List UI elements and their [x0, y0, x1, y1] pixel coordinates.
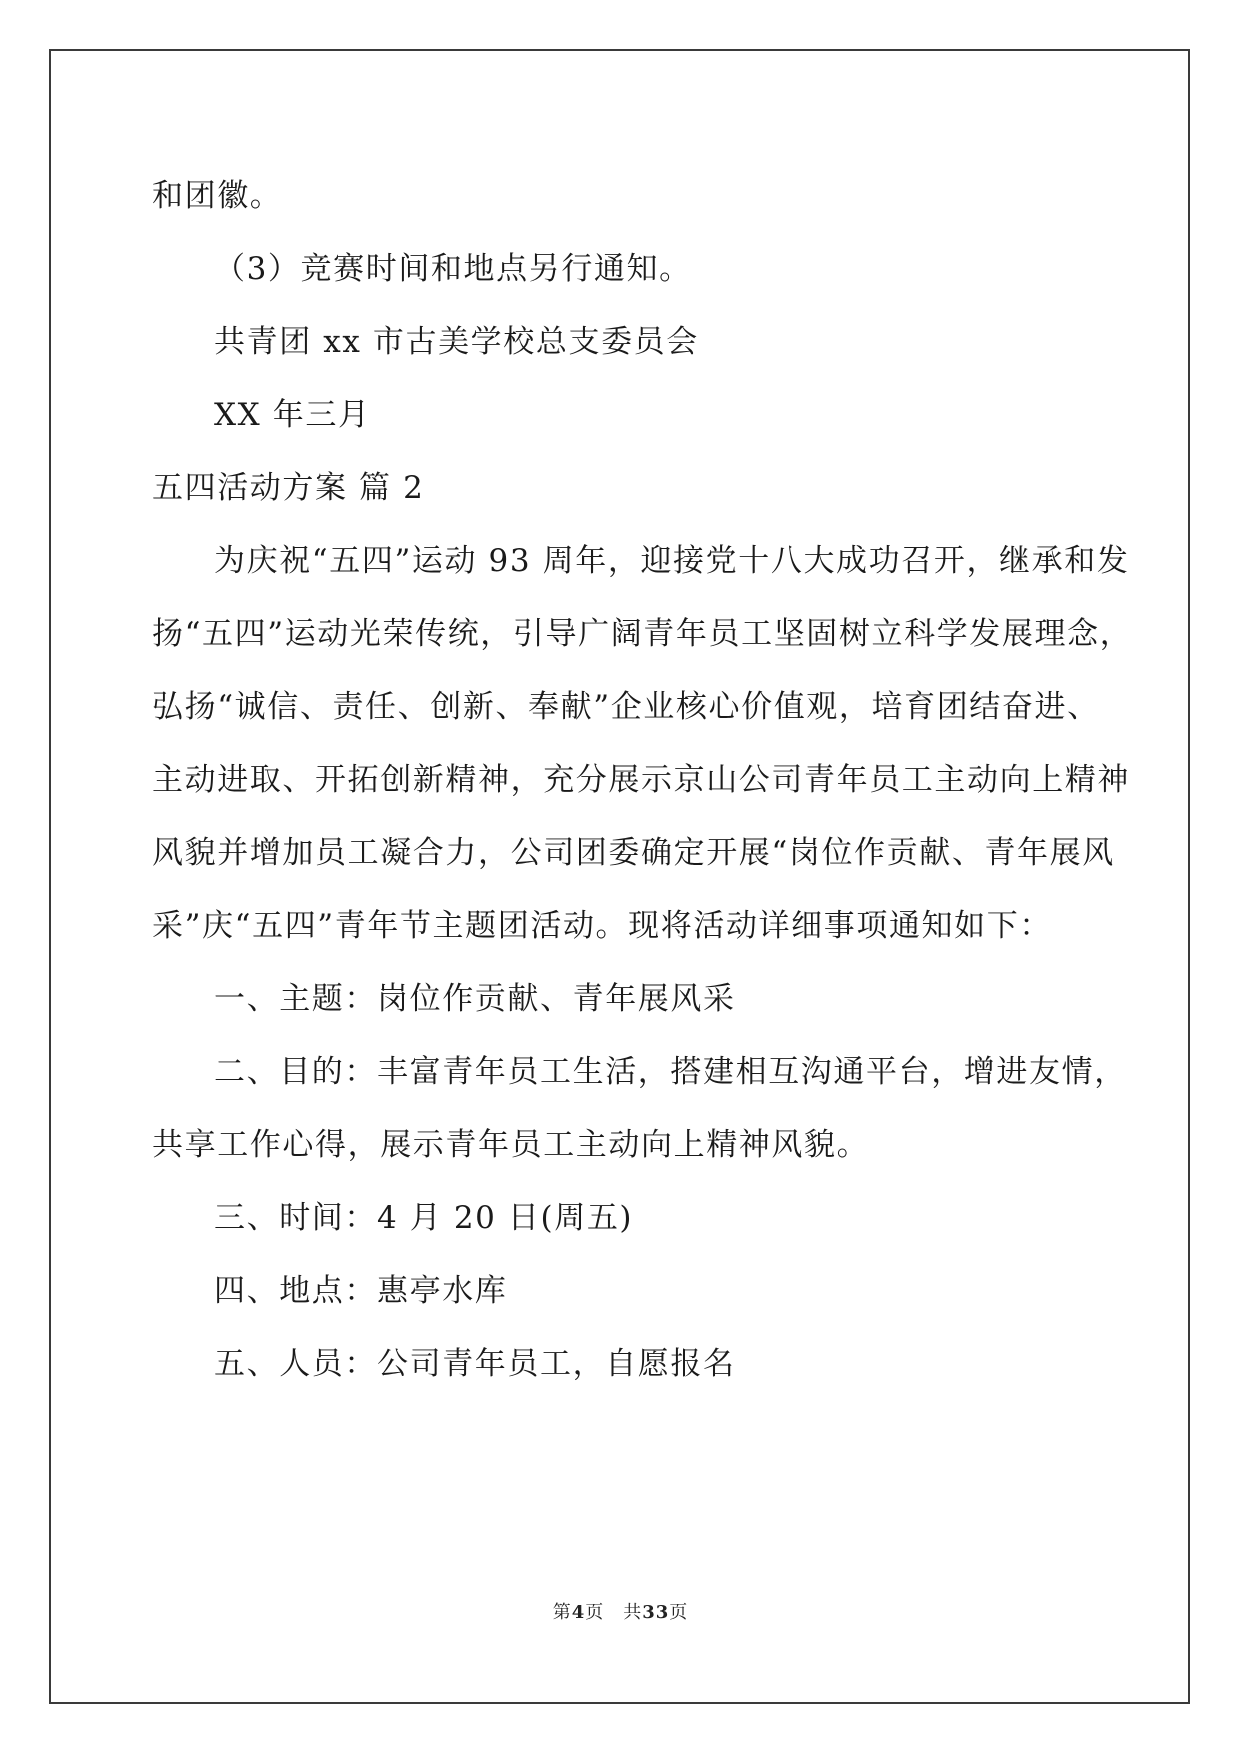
text-line-4: XX 年三月 [214, 397, 371, 433]
section-heading: 五四活动方案 篇 2 [152, 470, 425, 506]
document-body [152, 160, 1133, 1401]
text-line-2: （3）竞赛时间和地点另行通知。 [214, 251, 692, 287]
footer-prefix: 第 [552, 1602, 572, 1623]
text-line-9: 主动进取、开拓创新精神，充分展示京山公司青年员工主动向上精神 [152, 762, 1130, 798]
text-line-14: 共享工作心得，展示青年员工主动向上精神风貌。 [152, 1127, 870, 1163]
text-line-10: 风貌并增加员工凝合力，公司团委确定开展“岗位作贡献、青年展风 [152, 835, 1115, 871]
text-line-3: 共青团 xx 市古美学校总支委员会 [214, 324, 699, 360]
total-pages: 33 [642, 1602, 670, 1623]
text-line-1: 和团徽。 [152, 178, 283, 214]
text-line-8: 弘扬“诚信、责任、创新、奉献”企业核心价值观，培育团结奋进、 [152, 689, 1100, 725]
page-number: 4 [571, 1602, 586, 1623]
text-line-16: 四、地点：惠亭水库 [214, 1273, 508, 1309]
text-line-12: 一、主题：岗位作贡献、青年展风采 [214, 981, 736, 1017]
text-line-13: 二、目的：丰富青年员工生活，搭建相互沟通平台，增进友情， [214, 1054, 1127, 1090]
text-line-15: 三、时间：4 月 20 日(周五) [214, 1200, 634, 1236]
text-line-6: 为庆祝“五四”运动 93 周年，迎接党十八大成功召开，继承和发 [214, 543, 1130, 579]
text-line-11: 采”庆“五四”青年节主题团活动。现将活动详细事项通知如下： [152, 908, 1052, 944]
page-footer [0, 1598, 1241, 1624]
text-line-17: 五、人员：公司青年员工，自愿报名 [214, 1346, 736, 1382]
footer-middle: 页 共 [585, 1602, 643, 1623]
text-line-7: 扬“五四”运动光荣传统，引导广阔青年员工坚固树立科学发展理念， [152, 616, 1133, 652]
footer-suffix: 页 [669, 1602, 689, 1623]
